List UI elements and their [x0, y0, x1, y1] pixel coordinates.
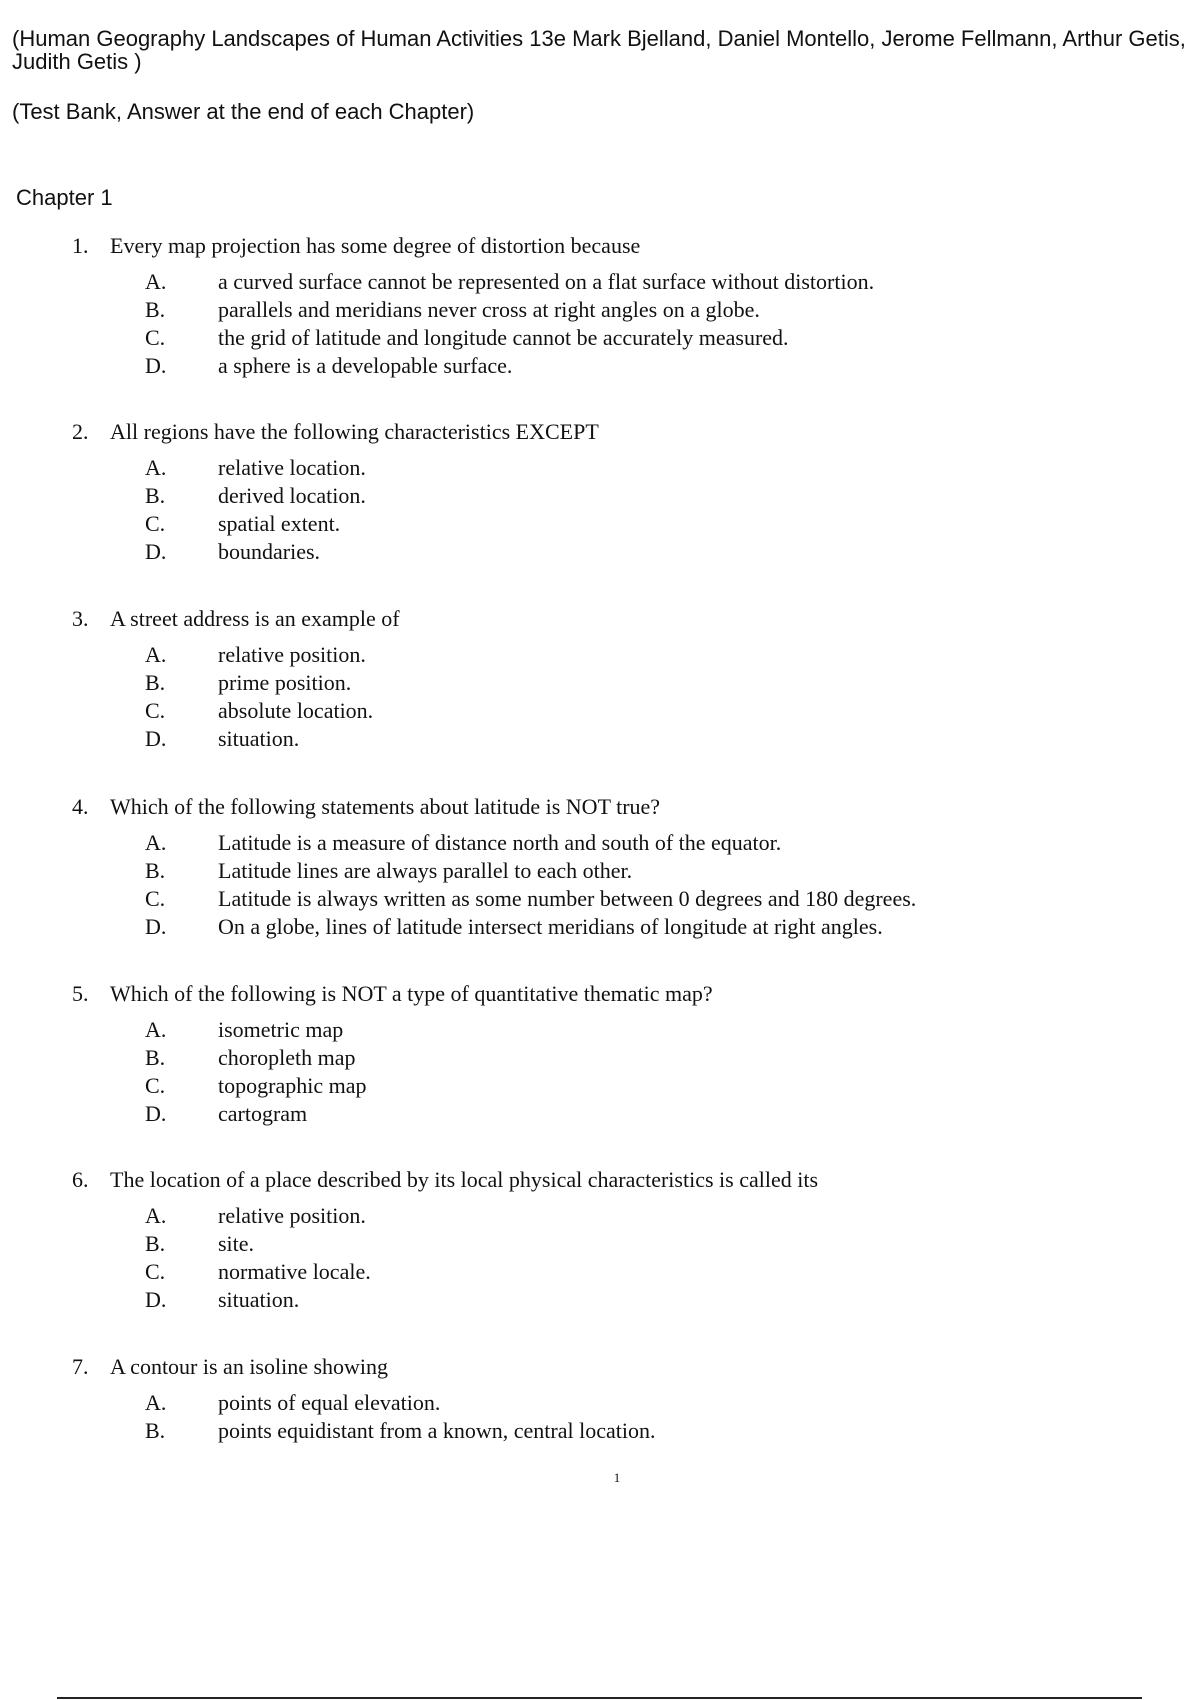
question-text: Every map projection has some degree of distortion because [110, 233, 641, 258]
option-letter: C. [145, 886, 166, 911]
answer-options [72, 268, 1172, 380]
option-text: Latitude is a measure of distance north and south of the equator. [218, 830, 782, 855]
question-number: 4. [72, 794, 89, 819]
option-letter: D. [145, 353, 167, 378]
option-letter: C. [145, 1259, 166, 1284]
option-text: situation. [218, 726, 300, 751]
answer-option-b [72, 482, 1172, 510]
answer-option-c [72, 324, 1172, 352]
answer-option-a [72, 1389, 1172, 1417]
question-5 [72, 980, 1172, 1128]
answer-option-b [72, 1044, 1172, 1072]
option-text: boundaries. [218, 539, 321, 564]
option-letter: A. [145, 455, 167, 480]
question-number: 6. [72, 1167, 89, 1192]
option-text: parallels and meridians never cross at right angles on a globe. [218, 297, 760, 322]
question-number: 3. [72, 606, 89, 631]
option-text: normative locale. [218, 1259, 371, 1284]
answer-options [72, 1016, 1172, 1128]
answer-option-c [72, 510, 1172, 538]
answer-option-a [72, 268, 1172, 296]
answer-options [72, 641, 1172, 753]
answer-option-d [72, 1286, 1172, 1314]
option-text: On a globe, lines of latitude intersect meridians of longitude at right angles. [218, 914, 883, 939]
answer-option-d [72, 725, 1172, 753]
answer-option-a [72, 1016, 1172, 1044]
chapter-heading: Chapter 1 [16, 185, 113, 210]
question-7 [72, 1353, 1172, 1445]
answer-option-d [72, 1100, 1172, 1128]
question-stem [72, 1353, 1172, 1381]
question-number: 7. [72, 1354, 89, 1379]
answer-option-d [72, 913, 1172, 941]
question-text: A contour is an isoline showing [110, 1354, 389, 1379]
answer-option-c [72, 1258, 1172, 1286]
question-number: 5. [72, 981, 89, 1006]
answer-option-b [72, 296, 1172, 324]
answer-options [72, 1202, 1172, 1314]
document-title: (Human Geography Landscapes of Human Activities 13e Mark Bjelland, Daniel Montello, Jerome Fellmann, Arthur Getis, Judith Getis ) [12, 26, 1186, 74]
question-text: A street address is an example of [110, 606, 400, 631]
option-letter: A. [145, 830, 167, 855]
option-text: choropleth map [218, 1045, 356, 1070]
answer-option-a [72, 641, 1172, 669]
question-number: 2. [72, 419, 89, 444]
question-2 [72, 418, 1172, 566]
option-letter: D. [145, 914, 167, 939]
option-text: points equidistant from a known, central location. [218, 1418, 656, 1443]
option-letter: B. [145, 297, 166, 322]
option-text: Latitude lines are always parallel to each other. [218, 858, 633, 883]
option-text: absolute location. [218, 698, 374, 723]
question-text: Which of the following is NOT a type of quantitative thematic map? [110, 981, 713, 1006]
answer-options [72, 1389, 1172, 1445]
answer-options [72, 829, 1172, 941]
question-number: 1. [72, 233, 89, 258]
option-letter: C. [145, 325, 166, 350]
answer-option-b [72, 857, 1172, 885]
option-text: a sphere is a developable surface. [218, 353, 513, 378]
question-stem [72, 605, 1172, 633]
option-letter: A. [145, 1203, 167, 1228]
option-letter: A. [145, 1017, 167, 1042]
question-stem [72, 418, 1172, 446]
option-text: isometric map [218, 1017, 344, 1042]
answer-option-b [72, 1417, 1172, 1445]
option-text: Latitude is always written as some number between 0 degrees and 180 degrees. [218, 886, 917, 911]
option-text: topographic map [218, 1073, 367, 1098]
question-text: All regions have the following characteristics EXCEPT [110, 419, 599, 444]
option-letter: C. [145, 511, 166, 536]
option-text: site. [218, 1231, 255, 1256]
option-letter: B. [145, 1231, 166, 1256]
option-text: points of equal elevation. [218, 1390, 441, 1415]
question-1 [72, 232, 1172, 380]
question-text: Which of the following statements about latitude is NOT true? [110, 794, 661, 819]
question-3 [72, 605, 1172, 753]
answer-option-c [72, 1072, 1172, 1100]
question-6 [72, 1166, 1172, 1314]
option-text: derived location. [218, 483, 366, 508]
page-number: 1 [613, 1470, 621, 1485]
option-letter: C. [145, 698, 166, 723]
question-4 [72, 793, 1172, 941]
option-letter: D. [145, 1101, 167, 1126]
option-text: relative position. [218, 642, 366, 667]
option-letter: D. [145, 1287, 167, 1312]
answer-option-a [72, 829, 1172, 857]
answer-option-a [72, 454, 1172, 482]
answer-option-c [72, 697, 1172, 725]
document-subtitle: (Test Bank, Answer at the end of each Chapter) [12, 99, 475, 124]
answer-option-a [72, 1202, 1172, 1230]
option-text: relative position. [218, 1203, 366, 1228]
option-letter: B. [145, 670, 166, 695]
question-text: The location of a place described by its local physical characteristics is called its [110, 1167, 819, 1192]
option-letter: A. [145, 642, 167, 667]
option-letter: A. [145, 269, 167, 294]
answer-option-b [72, 669, 1172, 697]
option-letter: A. [145, 1390, 167, 1415]
option-letter: B. [145, 1045, 166, 1070]
footer-divider [57, 1697, 1142, 1699]
answer-option-d [72, 538, 1172, 566]
option-letter: B. [145, 483, 166, 508]
option-letter: B. [145, 1418, 166, 1443]
answer-options [72, 454, 1172, 566]
option-letter: B. [145, 858, 166, 883]
option-text: spatial extent. [218, 511, 341, 536]
answer-option-b [72, 1230, 1172, 1258]
question-stem [72, 980, 1172, 1008]
option-letter: C. [145, 1073, 166, 1098]
answer-option-d [72, 352, 1172, 380]
option-text: prime position. [218, 670, 352, 695]
option-letter: D. [145, 726, 167, 751]
option-text: situation. [218, 1287, 300, 1312]
answer-option-c [72, 885, 1172, 913]
option-letter: D. [145, 539, 167, 564]
option-text: relative location. [218, 455, 366, 480]
question-stem [72, 793, 1172, 821]
question-stem [72, 1166, 1172, 1194]
option-text: a curved surface cannot be represented on a flat surface without distortion. [218, 269, 875, 294]
option-text: cartogram [218, 1101, 308, 1126]
question-stem [72, 232, 1172, 260]
option-text: the grid of latitude and longitude cannot be accurately measured. [218, 325, 789, 350]
